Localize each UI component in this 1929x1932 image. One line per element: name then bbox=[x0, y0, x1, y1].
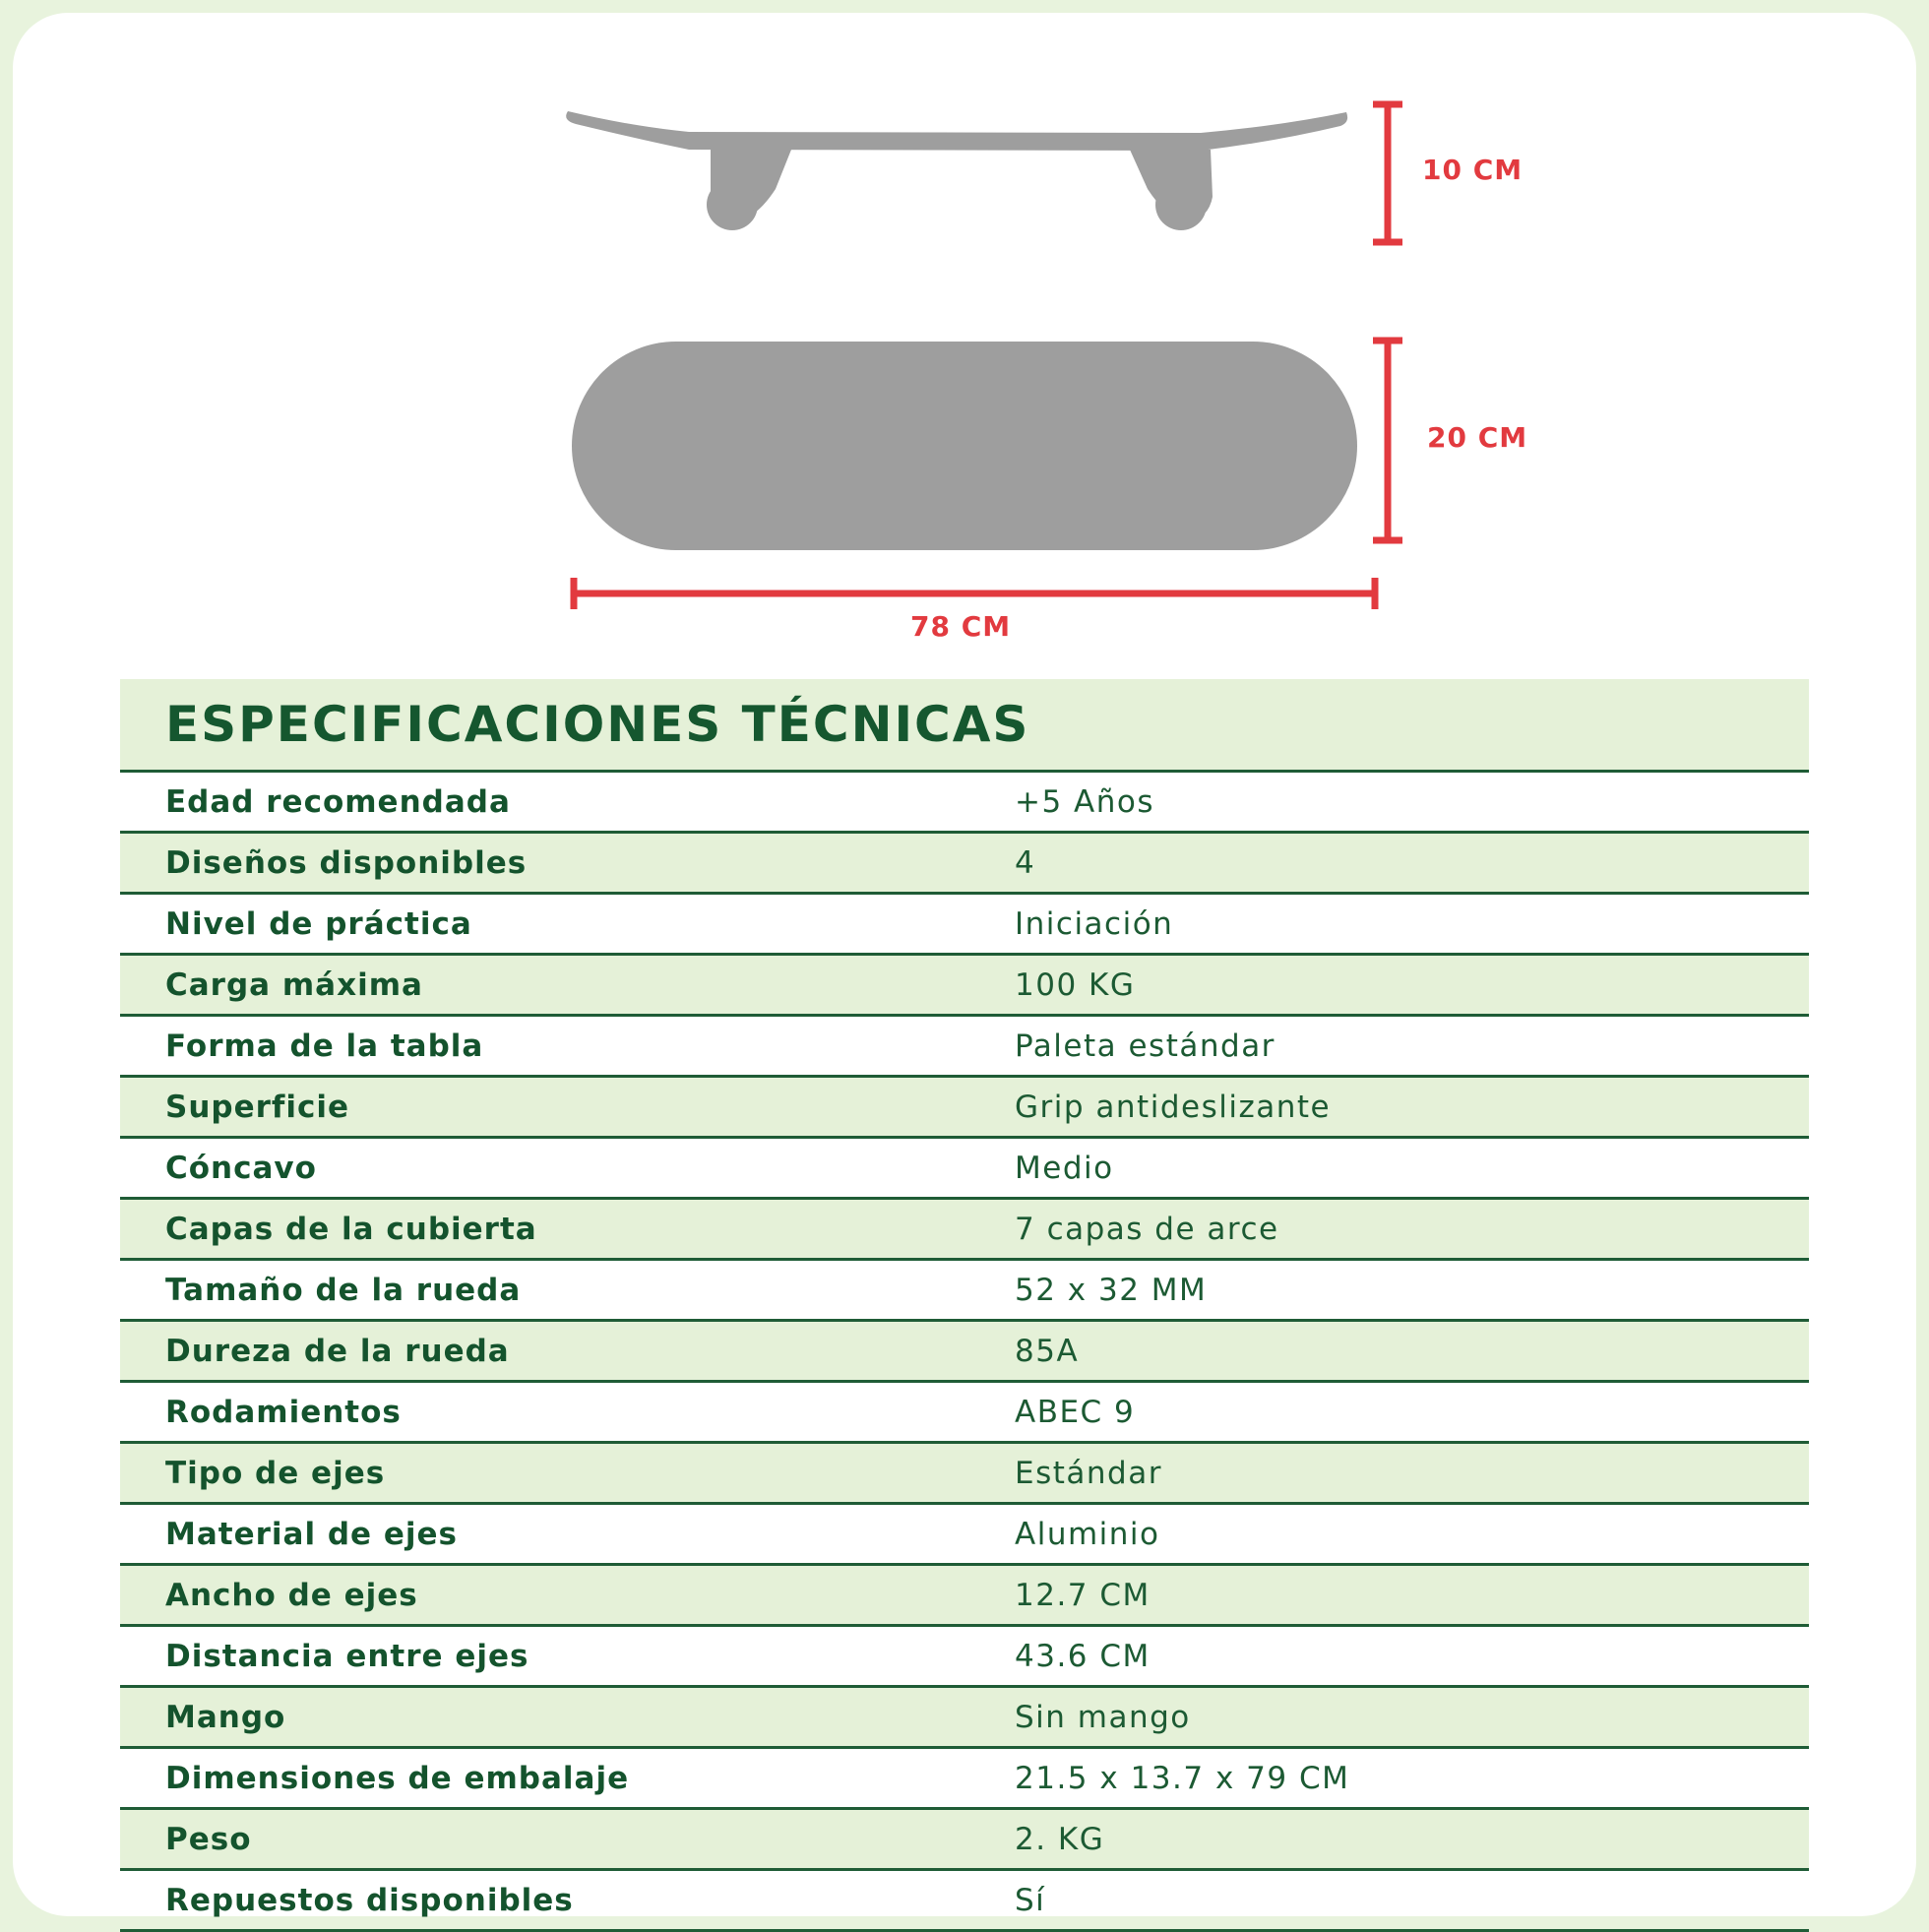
spec-value: 43.6 CM bbox=[1015, 1638, 1151, 1674]
spec-label: Edad recomendada bbox=[165, 783, 511, 820]
spec-value: 4 bbox=[1015, 844, 1036, 881]
spec-value: 85A bbox=[1015, 1333, 1080, 1369]
spec-label: Rodamientos bbox=[165, 1394, 402, 1430]
spec-label: Mango bbox=[165, 1699, 286, 1735]
spec-row bbox=[120, 1322, 1809, 1383]
spec-row bbox=[120, 895, 1809, 956]
spec-label: Tipo de ejes bbox=[165, 1455, 386, 1491]
skateboard-side-view bbox=[566, 111, 1347, 230]
spec-label: Distancia entre ejes bbox=[165, 1638, 529, 1674]
spec-row bbox=[120, 1200, 1809, 1261]
spec-row bbox=[120, 1627, 1809, 1688]
spec-row bbox=[120, 1139, 1809, 1200]
spec-value: Sí bbox=[1015, 1882, 1046, 1918]
specs-title: ESPECIFICACIONES TÉCNICAS bbox=[165, 696, 1030, 753]
spec-label: Dimensiones de embalaje bbox=[165, 1760, 630, 1796]
spec-label: Tamaño de la rueda bbox=[165, 1272, 522, 1308]
length-dimension-label: 78 CM bbox=[910, 610, 1012, 643]
spec-label: Dureza de la rueda bbox=[165, 1333, 510, 1369]
spec-value: Estándar bbox=[1015, 1455, 1162, 1491]
spec-label: Cóncavo bbox=[165, 1150, 317, 1186]
spec-row bbox=[120, 834, 1809, 895]
spec-row bbox=[120, 1017, 1809, 1078]
specs-header bbox=[120, 679, 1809, 773]
spec-row bbox=[120, 1444, 1809, 1505]
spec-label: Carga máxima bbox=[165, 966, 423, 1003]
spec-row bbox=[120, 1749, 1809, 1810]
spec-label: Nivel de práctica bbox=[165, 905, 472, 942]
spec-value: Sin mango bbox=[1015, 1699, 1191, 1735]
spec-label: Forma de la tabla bbox=[165, 1028, 484, 1064]
spec-row bbox=[120, 956, 1809, 1017]
width-dimension-marker bbox=[1373, 341, 1402, 540]
spec-row bbox=[120, 1871, 1809, 1932]
width-dimension-label: 20 CM bbox=[1427, 421, 1528, 454]
spec-value: +5 Años bbox=[1015, 783, 1155, 820]
spec-label: Ancho de ejes bbox=[165, 1577, 418, 1613]
spec-value: Paleta estándar bbox=[1015, 1028, 1276, 1064]
spec-label: Capas de la cubierta bbox=[165, 1211, 537, 1247]
skateboard-illustration bbox=[0, 0, 1929, 669]
spec-value: Grip antideslizante bbox=[1015, 1089, 1332, 1125]
spec-value: ABEC 9 bbox=[1015, 1394, 1136, 1430]
spec-row bbox=[120, 1261, 1809, 1322]
spec-value: 2. KG bbox=[1015, 1821, 1105, 1857]
height-dimension-marker bbox=[1373, 104, 1402, 242]
height-dimension-label: 10 CM bbox=[1422, 154, 1524, 186]
spec-label: Material de ejes bbox=[165, 1516, 458, 1552]
spec-value: Medio bbox=[1015, 1150, 1114, 1186]
spec-label: Peso bbox=[165, 1821, 252, 1857]
length-dimension-marker bbox=[574, 578, 1375, 609]
spec-label: Superficie bbox=[165, 1089, 350, 1125]
spec-row bbox=[120, 1383, 1809, 1444]
spec-row bbox=[120, 1078, 1809, 1139]
spec-label: Repuestos disponibles bbox=[165, 1882, 574, 1918]
spec-value: Iniciación bbox=[1015, 905, 1174, 942]
spec-row bbox=[120, 1810, 1809, 1871]
spec-row bbox=[120, 1688, 1809, 1749]
spec-value: Aluminio bbox=[1015, 1516, 1160, 1552]
spec-value: 12.7 CM bbox=[1015, 1577, 1151, 1613]
spec-value: 7 capas de arce bbox=[1015, 1211, 1279, 1247]
spec-row bbox=[120, 1505, 1809, 1566]
spec-rows bbox=[120, 773, 1809, 1932]
spec-row bbox=[120, 773, 1809, 834]
spec-value: 100 KG bbox=[1015, 966, 1136, 1003]
spec-label: Diseños disponibles bbox=[165, 844, 528, 881]
spec-row bbox=[120, 1566, 1809, 1627]
specs-table bbox=[120, 679, 1809, 1932]
spec-value: 21.5 x 13.7 x 79 CM bbox=[1015, 1760, 1350, 1796]
skateboard-top-view bbox=[572, 342, 1357, 550]
spec-value: 52 x 32 MM bbox=[1015, 1272, 1208, 1308]
